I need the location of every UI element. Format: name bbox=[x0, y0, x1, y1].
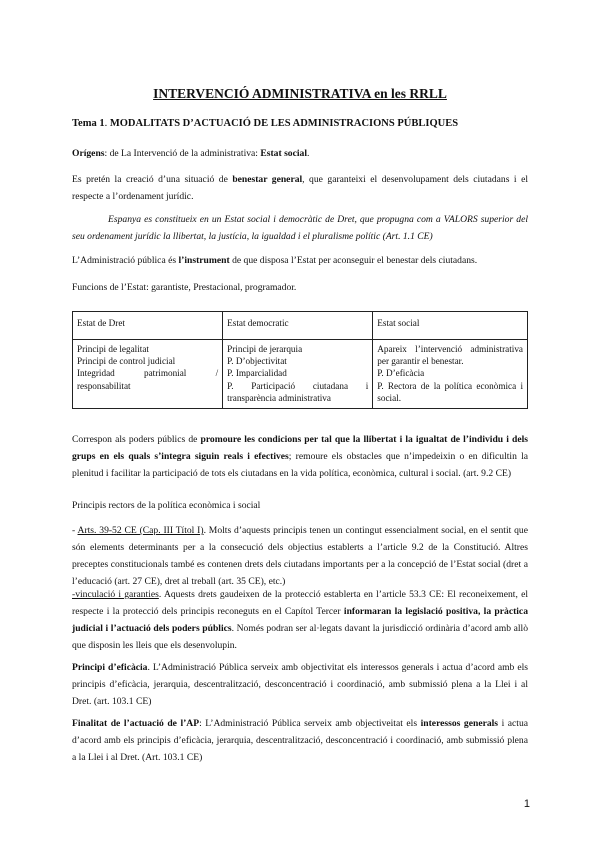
p6-bold: Principi d’eficàcia bbox=[72, 662, 148, 673]
table-cell-estat-social bbox=[373, 340, 528, 409]
p1-text-2: , que garanteixi el desenvolupament dels ciutadans i el respecte a l’ordenament jurídic. bbox=[72, 174, 528, 202]
origens-label: Orígens bbox=[72, 148, 105, 159]
instrument-paragraph bbox=[72, 252, 528, 269]
p5-bold: informaran la legislació positiva, la pràctica judicial i l’actuació dels poders públics bbox=[72, 606, 528, 634]
p3-text-2: ; remoure els obstacles que n’impedeixin o en dificultin la plenitud i facilitar la participació de tots els ciutadans en la vida política, econòmica, cultural i social. (art. 9.2 CE) bbox=[72, 451, 528, 479]
p1-text-1: Es pretén la creació d’una situació de bbox=[72, 174, 233, 185]
section-heading bbox=[72, 118, 458, 129]
p2-text-1: L’Administració pública és bbox=[72, 255, 179, 266]
p7-text-1: : L’Administració Pública serveix amb objectiveitat els bbox=[199, 718, 421, 729]
poders-publics-paragraph bbox=[72, 431, 528, 482]
table-header-row bbox=[73, 312, 528, 340]
p7-text-2: i actua d’acord amb els principis d’eficàcia, jerarquia, descentralització, desconcentració i coordinació, amb submissió plena a la Llei i al Dret. (Art. 103.1 CE) bbox=[72, 718, 529, 763]
p5-text-1: . Aquests drets gaudeixen de la protecció establerta en l’article 53.3 CE: El reconeixement, el respecte i la protecció dels principis reconeguts en el Capítol Tercer bbox=[72, 589, 529, 617]
p3-bold: promoure les condicions per tal que la llibertat i la igualtat de l’individu i dels grups en els quals s’integra siguin reals i efectives bbox=[72, 434, 529, 462]
p4-underline: Arts. 39-52 CE (Cap. III Títol I) bbox=[77, 525, 204, 536]
arts-paragraph bbox=[72, 522, 528, 590]
tema-prefix: Tema 1 bbox=[72, 118, 105, 129]
finalitat-paragraph bbox=[72, 715, 528, 766]
table-header-cell: Estat social bbox=[373, 312, 528, 340]
table-cell-line: P. Imparcialidad bbox=[227, 368, 287, 379]
table-cell-line: Integridad patrimonial / responsabilitat bbox=[77, 368, 219, 391]
p7-bold-2: interessos generals bbox=[420, 718, 499, 729]
origens-paragraph bbox=[72, 145, 528, 162]
principis-heading: Principis rectors de la política econòmica i social bbox=[72, 500, 261, 511]
p2-bold: l’instrument bbox=[178, 255, 230, 266]
p6-text: . L’Administració Pública serveix amb objectivitat els interessos generals i actua d’acord amb els principis d’eficàcia, jerarquia, descentralització, desconcentració i coordinació, amb submissió plena a la Llei i al Dret. (art. 103.1 CE) bbox=[72, 662, 529, 707]
table-cell-estat-dret bbox=[73, 340, 223, 409]
document-title: INTERVENCIÓ ADMINISTRATIVA en les RRLL bbox=[153, 86, 447, 101]
table-cell-line: P. D’objectivitat bbox=[227, 356, 287, 367]
p2-text-2: de que disposa l’Estat per aconseguir el benestar dels ciutadans. bbox=[229, 255, 478, 266]
p7-bold-1: Finalitat de l’actuació de l’AP bbox=[72, 718, 200, 729]
page-number: 1 bbox=[523, 798, 530, 810]
table-cell-line: Principi de control judicial bbox=[77, 356, 176, 367]
funcions-paragraph: Funcions de l’Estat: garantiste, Prestacional, programador. bbox=[72, 282, 297, 293]
table-cell-estat-democratic bbox=[223, 340, 373, 409]
benestar-paragraph bbox=[72, 171, 528, 205]
tema-heading: MODALITATS D’ACTUACIÓ DE LES ADMINISTRACIONS PÚBLIQUES bbox=[109, 118, 459, 129]
table-header-cell: Estat de Dret bbox=[73, 312, 223, 340]
table-header-cell: Estat democratic bbox=[223, 312, 373, 340]
p5-text-2: . Només podran ser al·legats davant la jurisdicció ordinària d’acord amb allò que disposin les lleis que els desenvolupin. bbox=[72, 623, 529, 651]
origens-bold: Estat social bbox=[260, 148, 307, 159]
vinculacio-paragraph bbox=[72, 586, 528, 654]
table-cell-line: Apareix l’intervenció administrativa per garantir el benestar. bbox=[377, 344, 523, 367]
table-cell-line: P. D’eficàcia bbox=[377, 368, 425, 379]
p1-bold: benestar general bbox=[232, 174, 303, 185]
p3-text-1: Correspon als poders públics de bbox=[72, 434, 201, 445]
table-row bbox=[73, 340, 528, 409]
table-cell-line: Principi de jerarquia bbox=[227, 344, 303, 354]
tema-sep: . bbox=[104, 118, 110, 129]
table-cell-line: P. Rectora de la política econòmica i social. bbox=[377, 380, 523, 403]
p4-text: . Molts d’aquests principis tenen un contingut essencialment social, en el sentit que són elements determinants per a la consecució dels objectius establerts a l’article 9.2 de la Constitució. Altres preceptes constitucionals també es contenen drets dels ciutadans importants per a la concepció de l’Estat social (dret a l’educació (art. 27 CE), dret al treball (art. 35 CE), etc.) bbox=[72, 525, 528, 587]
table-cell-line: P. Participació ciutadana i transparència administrativa bbox=[227, 380, 369, 403]
eficacia-paragraph bbox=[72, 659, 528, 710]
origens-end: . bbox=[307, 148, 310, 159]
state-types-table bbox=[72, 311, 528, 409]
constitution-quote: Espanya es constitueix en un Estat social i democràtic de Dret, que propugna com a VALORS superior del seu ordenament jurídic la llibertat, la justícia, la igualdad i el pluralisme polític (Art. 1.1 CE) bbox=[72, 214, 528, 242]
p5-underline: -vinculació i garanties bbox=[72, 589, 159, 600]
bullet-glyph: - bbox=[72, 525, 76, 536]
table-cell-line: Principi de legalitat bbox=[77, 344, 149, 354]
origens-text: : de La Intervenció de la administrativa: bbox=[104, 148, 261, 159]
